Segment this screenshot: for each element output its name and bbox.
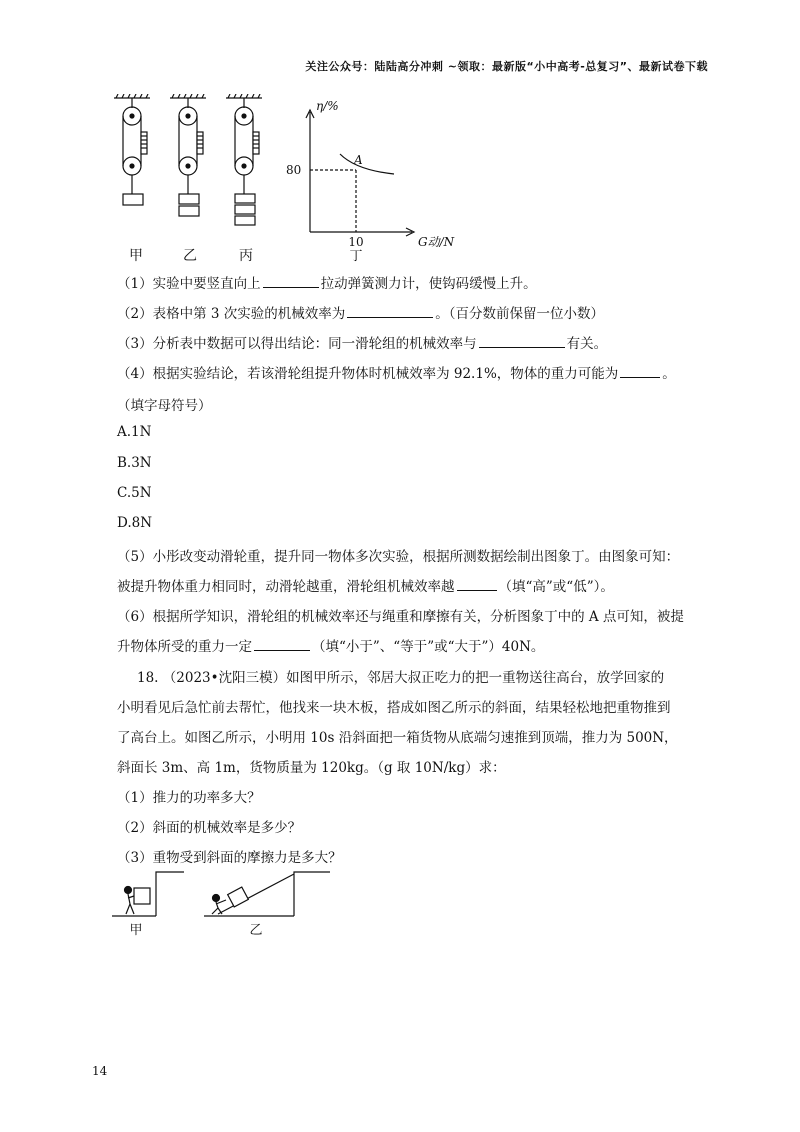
label-yi: 乙 (183, 248, 197, 264)
label-bottom-jia: 甲 (129, 923, 143, 938)
efficiency-curve (340, 154, 394, 174)
label-jia: 甲 (129, 248, 143, 264)
q18-sub2: （2）斜面的机械效率是多少？ (117, 820, 302, 836)
q17-part5-line1: （5）小彤改变动滑轮重，提升同一物体多次实验，根据所测数据绘制出图象丁。由图象可知： (117, 549, 680, 565)
answer-blank-3[interactable] (479, 335, 565, 348)
option-d: D.8N (117, 515, 153, 531)
q17-part4-note: （填字母符号） (117, 398, 212, 414)
q18-line1: 18. （2023•沈阳三模）如图甲所示，邻居大叔正吃力的把一重物送往高台，放学回家的 (137, 670, 665, 686)
q17-part5-line2: 被提升物体重力相同时，动滑轮越重，滑轮组机械效率越 （填“高”或“低”）。 (117, 579, 614, 595)
platform-outline-yi (294, 872, 330, 916)
answer-blank-2[interactable] (347, 305, 433, 318)
efficiency-graph (306, 110, 414, 236)
person-head-yi (213, 895, 220, 902)
heavy-box (134, 888, 150, 904)
graph-x-value: 10 (348, 235, 364, 249)
answer-blank-5[interactable] (457, 578, 497, 591)
q17-part1: （1）实验中要竖直向上 拉动弹簧测力计，使钩码缓慢上升。 (117, 276, 537, 292)
pulley-setup-yi (170, 94, 206, 216)
graph-ylabel: η/% (316, 99, 339, 113)
option-a: A.1N (117, 424, 152, 440)
person-body (126, 894, 134, 914)
q18-line3: 了高台上。如图乙所示，小明用 10s 沿斜面把一箱货物从底端匀速推到顶端，推力为 500N， (117, 730, 678, 746)
q17-part6-line1: （6）根据所学知识，滑轮组的机械效率还与绳重和摩擦有关，分析图象丁中的 A 点可知，被提 (117, 609, 684, 625)
q17-part6-line2: 升物体所受的重力一定 （填“小于”、“等于”或“大于”）40N。 (117, 639, 545, 655)
answer-blank-1[interactable] (263, 275, 319, 288)
q17-part3: （3）分析表中数据可以得出结论：同一滑轮组的机械效率与 有关。 (117, 336, 608, 352)
scene-yi (204, 872, 330, 916)
q18-line2: 小明看见后急忙前去帮忙，他找来一块木板，搭成如图乙所示的斜面，结果轻松地把重物推到 (117, 700, 671, 716)
person-body-yi (212, 900, 226, 914)
label-bing: 丙 (239, 248, 253, 264)
platform-outline (156, 872, 184, 916)
answer-blank-4[interactable] (620, 365, 660, 378)
scene-jia (112, 872, 184, 916)
q17-part2: （2）表格中第 3 次实验的机械效率为 。（百分数前保留一位小数） (117, 306, 605, 322)
pulley-setup-jia (114, 94, 150, 205)
label-bottom-yi: 乙 (249, 923, 263, 938)
option-c: C.5N (117, 485, 152, 501)
graph-caption: 丁 (349, 249, 363, 264)
pulley-figure (112, 94, 472, 264)
answer-blank-6[interactable] (254, 638, 310, 651)
q18-sub1: （1）推力的功率多大？ (117, 790, 261, 806)
q17-part4: （4）根据实验结论，若该滑轮组提升物体时机械效率为 92.1%，物体的重力可能为 。 (117, 366, 676, 382)
pulley-setup-bing (226, 94, 262, 225)
graph-xlabel: G动/N (418, 235, 455, 249)
person-head (125, 887, 132, 894)
graph-point-label: A (354, 153, 363, 167)
cargo-box (228, 887, 249, 907)
ramp-figure (112, 868, 342, 940)
page-number: 14 (92, 1064, 108, 1078)
q18-sub3: （3）重物受到斜面的摩擦力是多大？ (117, 850, 342, 866)
graph-y-value: 80 (286, 163, 302, 177)
page-header: 关注公众号：陆陆高分冲刺 ~领取：最新版“小中高考-总复习”、最新试卷下载 (305, 60, 708, 73)
option-b: B.3N (117, 455, 152, 471)
q18-line4: 斜面长 3m、高 1m，货物质量为 120kg。（g 取 10N/kg）求： (117, 760, 506, 776)
